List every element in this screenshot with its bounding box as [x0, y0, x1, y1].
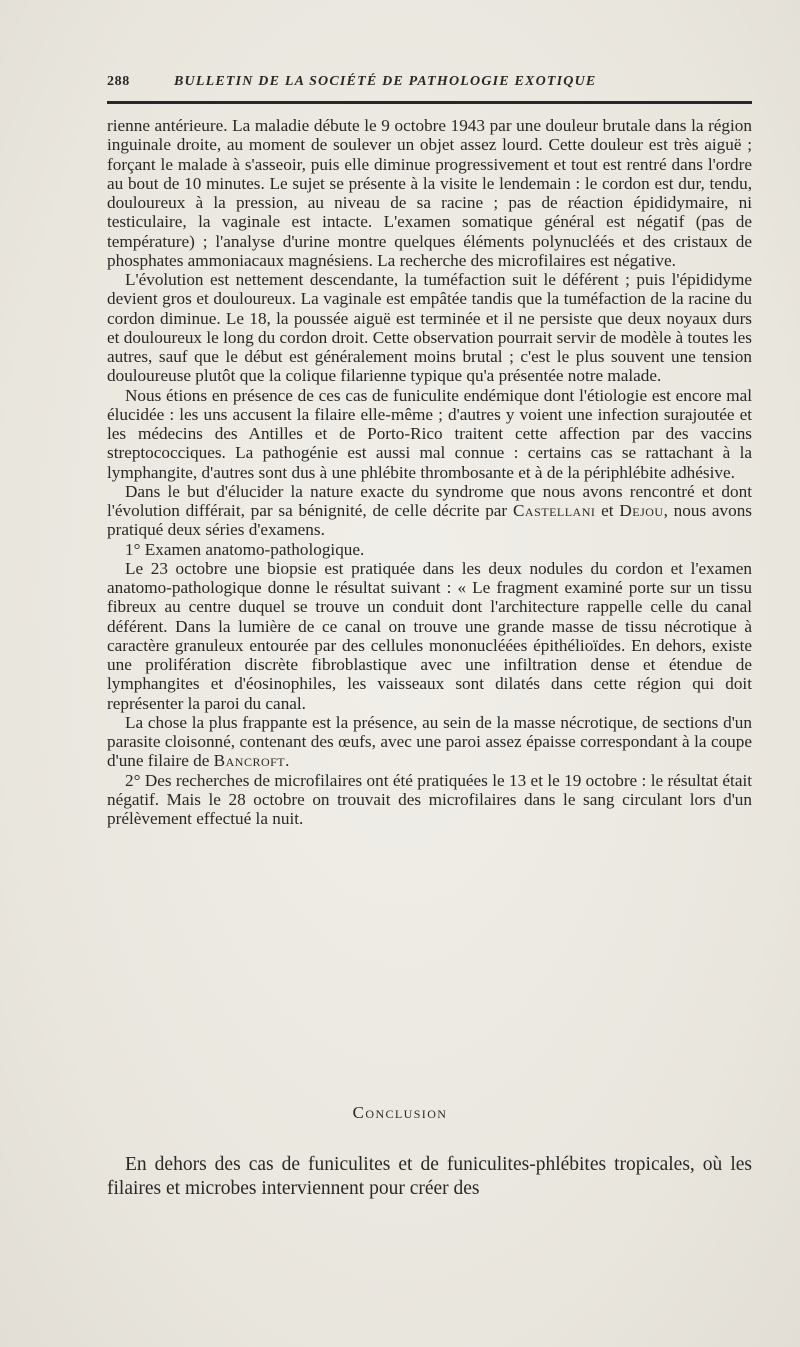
- author-castellani: Castellani: [512, 501, 596, 520]
- paragraph-case-description: rienne antérieure. La maladie débute le 9 octobre 1943 par une douleur brutale dans la région inguinale droite, au moment de soulever un objet assez lourd. Cette douleur est très aiguë ; forçant le malade à s'asseoir, puis elle diminue progressivement et tout est rentré dans l'ordre au bout de 10 minutes. Le sujet se présente à la visite le lendemain : le cordon est dur, tendu, douloureux à la pression, au niveau de sa racine ; pas de réaction épididymaire, ni testiculaire, la vaginale est intacte. L'examen somatique général est négatif (pas de température) ; l'analyse d'urine montre quelques éléments polynucléés et des cristaux de phosphates ammoniacaux magnésiens. La recherche des microfilaires est négative.: [107, 116, 752, 270]
- author-dejou: Dejou: [619, 501, 664, 520]
- paragraph-aim: [107, 482, 752, 540]
- author-bancroft: Bancroft: [213, 751, 286, 771]
- paragraph-biopsy: Le 23 octobre une biopsie est pratiquée dans les deux nodules du cordon et l'examen anatomo-pathologique donne le résultat suivant : « Le fragment examiné porte sur un tissu fibreux au centre duquel se trouve un conduit dont l'architecture rappelle celle du canal déférent. Dans la lumière de ce canal on trouve une grande masse de tissu nécrotique à caractère granuleux entourée par des cellules mononucléées épithélioïdes. En dehors, existe une prolifération discrète fibroblastique avec une infiltration dense et étendue de lymphangites et d'éosinophiles, les vaisseaux sont dilatés dans cette région qui doit représenter la paroi du canal.: [107, 558, 752, 713]
- paragraph-microfilaria: 2° Des recherches de microfilaires ont été pratiquées le 13 et le 19 octobre : le résultat était négatif. Mais le 28 octobre on trouvait des microfilaires dans le sang circulant lors d'un prélèvement effectué la nuit.: [107, 770, 752, 828]
- paragraph-aim-end: , nous avons pratiqué deux séries d'examens.: [107, 501, 752, 540]
- header-rule: [107, 101, 752, 104]
- paragraph-evolution: L'évolution est nettement descendante, la tuméfaction suit le déférent ; puis l'épididyme devient gros et douloureux. La vaginale est empâtée tandis que la tuméfaction de la racine du cordon diminue. Le 18, la poussée aiguë est terminée et il ne persiste que deux noyaux durs et douloureux le long du cordon droit. Cette observation pourrait servir de modèle à toutes les autres, sauf que le début est généralement moins brutal ; c'est le plus souvent une tension douloureuse plutôt que la colique filarienne typique qu'a présentée notre malade.: [107, 270, 752, 386]
- page-number: 288: [107, 74, 130, 89]
- paragraph-etiology: Nous étions en présence de ces cas de funiculite endémique dont l'étiologie est encore mal élucidée : les uns accusent la filaire elle-même ; d'autres y voient une infection surajoutée et les médecins des Antilles et de Porto-Rico traitent cette affection par des vaccins streptococciques. La pathogénie est aussi mal connue : certains cas se rattachant à la lymphangite, d'autres sont dus à une phlébite thrombosante et à de la périphlébite adhésive.: [107, 385, 752, 482]
- conclusion-text: En dehors des cas de funiculites et de funiculites-phlébites tropicales, où les filaires et microbes interviennent pour créer des: [107, 1154, 752, 1199]
- paragraph-parasite-end: .: [285, 751, 290, 771]
- page-header: [107, 74, 752, 96]
- paragraph-aim-mid: et: [595, 501, 620, 520]
- running-title: BULLETIN DE LA SOCIÉTÉ DE PATHOLOGIE EXOTIQUE: [174, 74, 597, 89]
- section-title-pathology: 1° Examen anatomo-pathologique.: [125, 539, 365, 559]
- paragraph-parasite: [107, 713, 752, 771]
- paragraph-parasite-start: La chose la plus frappante est la présence, au sein de la masse nécrotique, de sections d'un parasite cloisonné, contenant des œufs, avec une paroi assez épaisse correspondant à la coupe d'une filaire de: [107, 712, 752, 771]
- conclusion-heading: Conclusion: [352, 1103, 448, 1122]
- article-body: [107, 116, 752, 828]
- paragraph-aim-start: Dans le but d'élucider la nature exacte du syndrome que nous avons rencontré et dont l'évolution différait, par sa bénignité, de celle décrite par: [107, 481, 752, 520]
